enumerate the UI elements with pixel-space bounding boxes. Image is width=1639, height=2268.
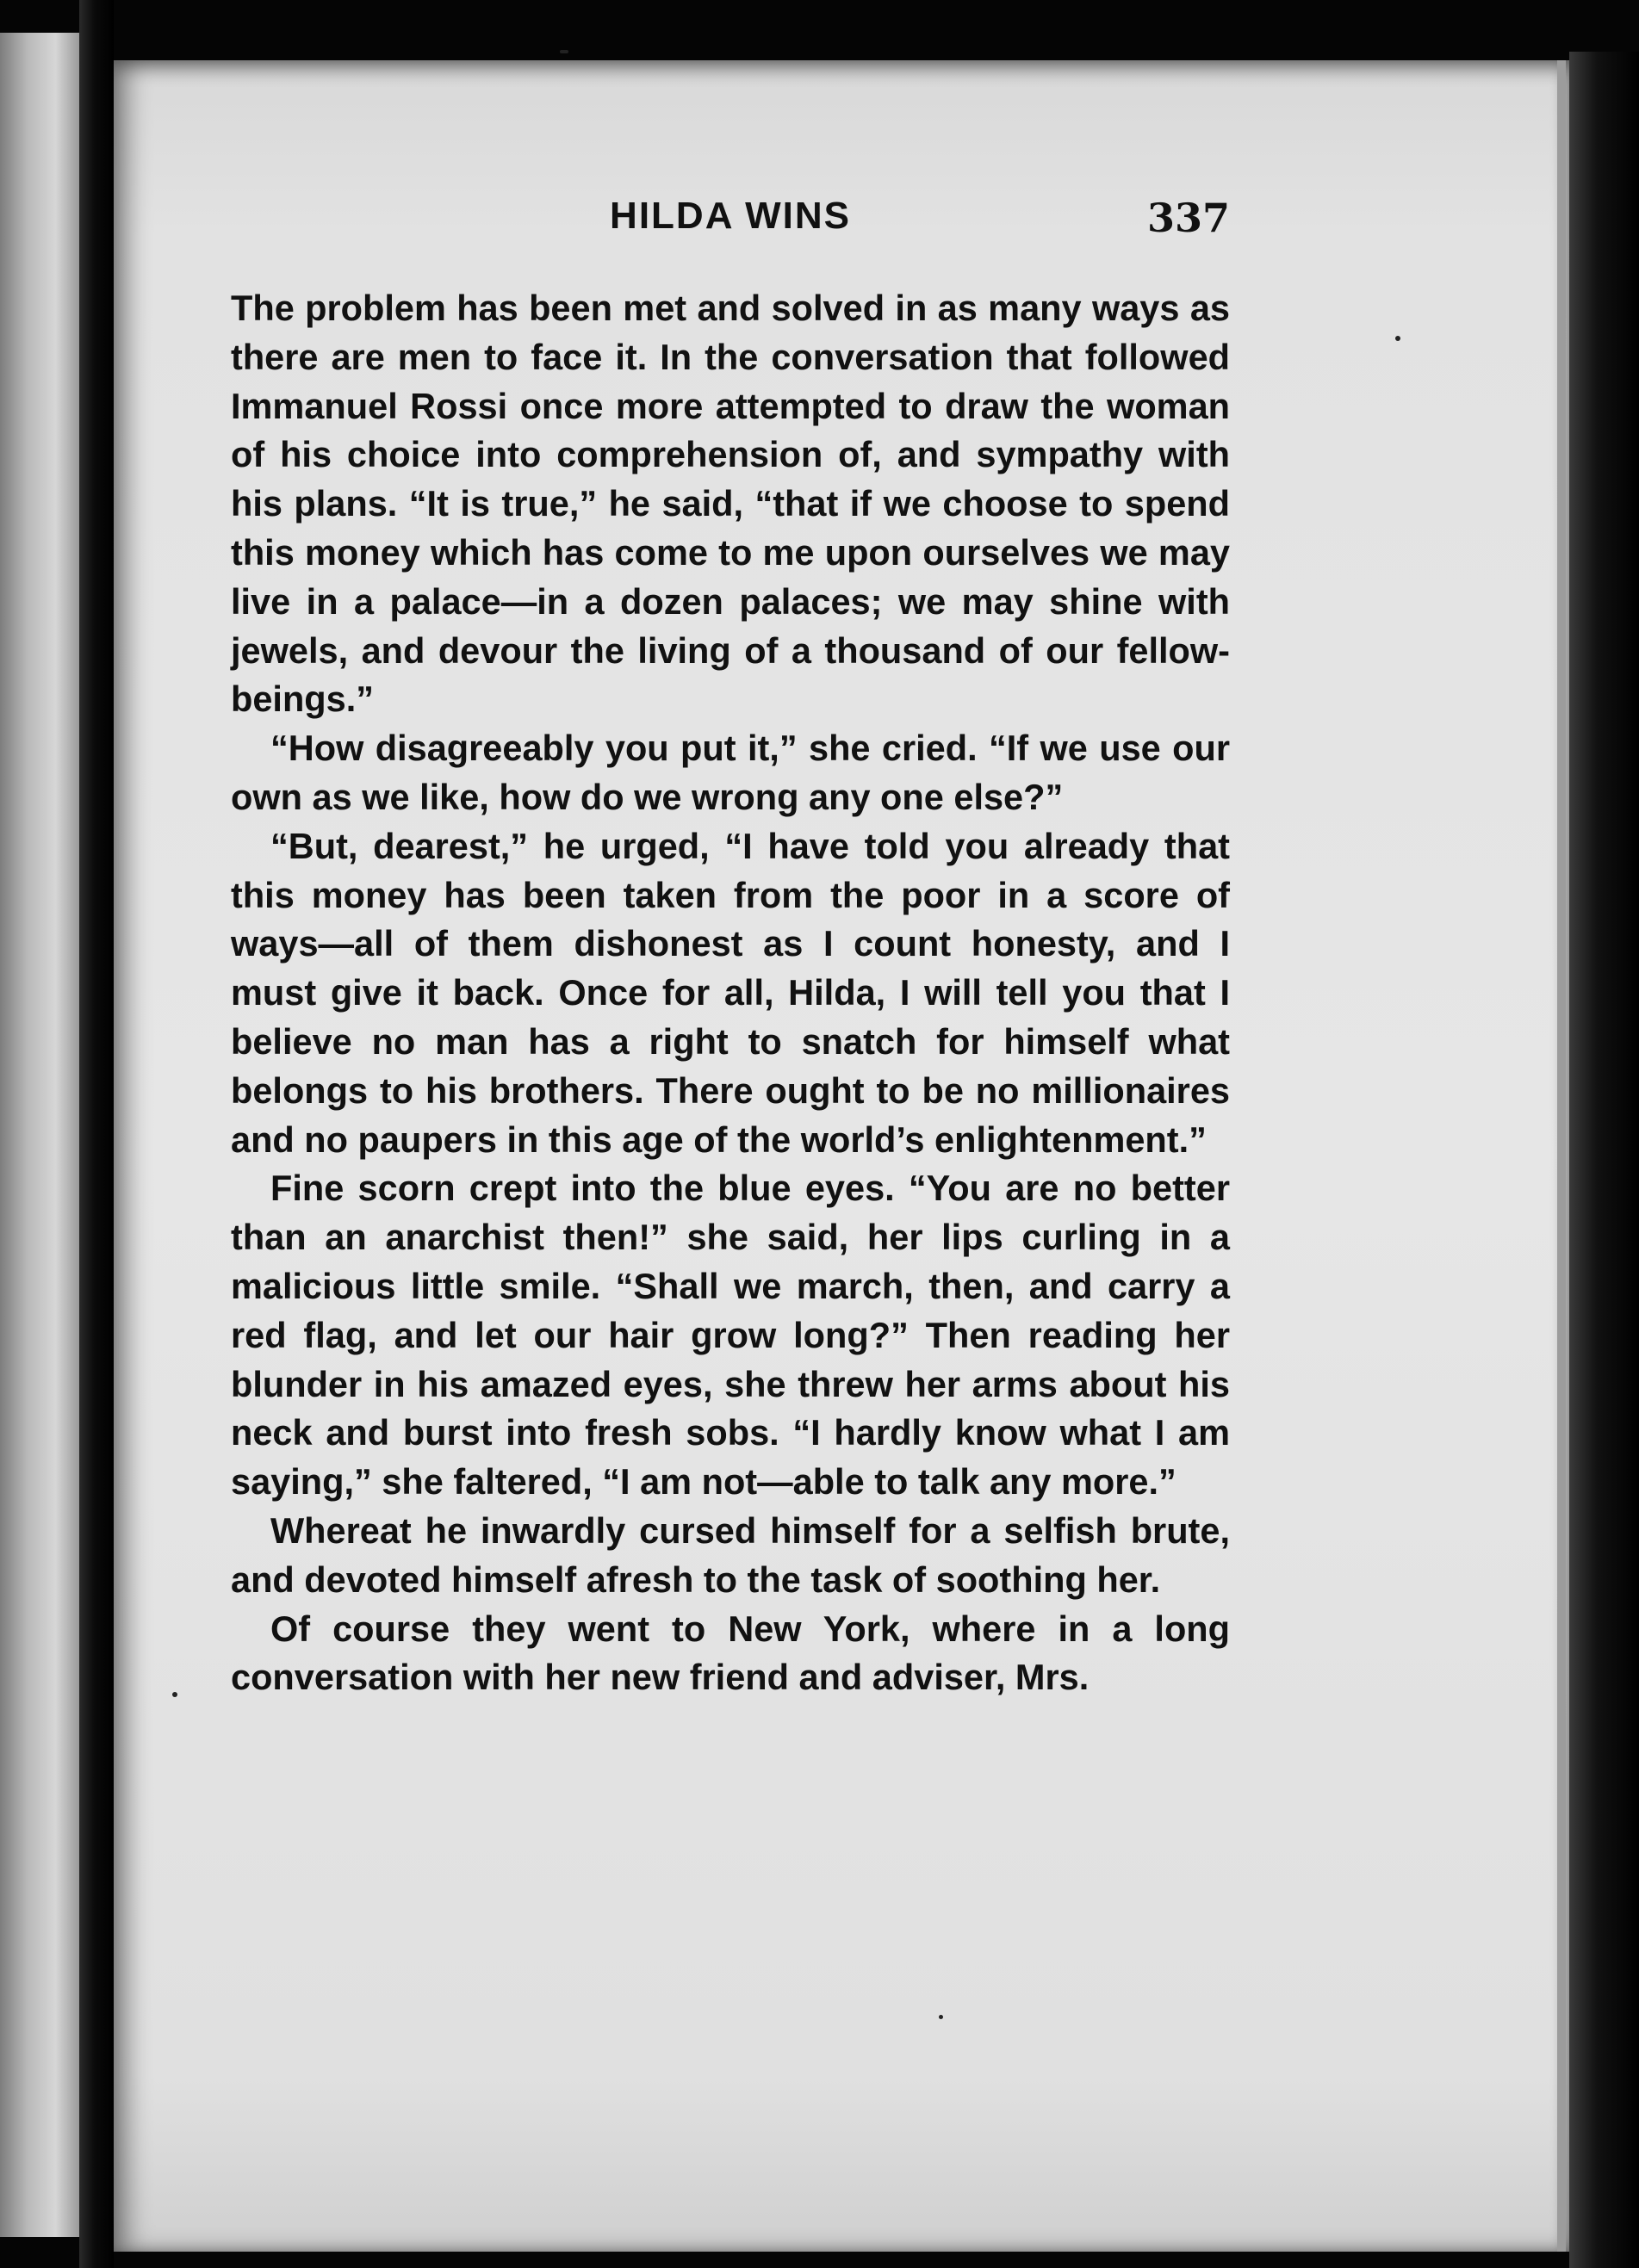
- paragraph: “How disagreeably you put it,” she cried. “If we use our own as we like, how do we wrong any one else?”: [231, 728, 1230, 817]
- running-head-title: HILDA WINS: [610, 195, 851, 237]
- paragraph: Whereat he inwardly cursed himself for a selfish brute, and devoted himself afresh to the task of soothing her.: [231, 1509, 1230, 1600]
- page-edge-strip: [1557, 60, 1566, 2252]
- book-gutter: [79, 0, 114, 2268]
- paper-speck: [560, 50, 568, 53]
- paragraph: The problem has been met and solved in as many ways as there are men to face it. In the conversation that followed Immanuel Rossi once more attempted to draw the woman of his choice into comprehension of, and sympathy with his plans. “It is true,” he said, “that if we choose to spend this money which has come to me upon ourselves we may live in a palace—in a dozen palaces; we may shine with jewels, and devour the living of a thousand of our fellow-beings.”: [231, 288, 1230, 720]
- paragraph: “But, dearest,” he urged, “I have told you already that this money has been taken from the poor in a score of ways—all of them dishonest as I count honesty, and I must give it back. Once for all, Hilda, I will tell you that I believe no man has a right to snatch for himself what belongs to his brothers. There ought to be no millionaires and no paupers in this age of the world’s enlightenment.”: [231, 825, 1230, 1160]
- scan-border-right: [1569, 52, 1639, 2268]
- body-text: [231, 284, 1230, 1702]
- page-number: 337: [1146, 195, 1230, 241]
- paper-speck: [172, 1692, 177, 1697]
- paper-speck: [939, 2015, 943, 2019]
- paragraph: Of course they went to New York, where in a long conversation with her new friend and adviser, Mrs.: [231, 1608, 1230, 1698]
- facing-page-edge: [0, 33, 79, 2237]
- paper-speck: [1395, 336, 1400, 341]
- paragraph: Fine scorn crept into the blue eyes. “You are no better than an anarchist then!” she said, her lips curling in a malicious little smile. “Shall we march, then, and carry a red flag, and let our hair grow long?” Then reading her blunder in his amazed eyes, she threw her arms about his neck and burst into fresh sobs. “I hardly know what I am saying,” she faltered, “I am not—able to talk any more.”: [231, 1168, 1230, 1503]
- running-head: [231, 195, 1230, 246]
